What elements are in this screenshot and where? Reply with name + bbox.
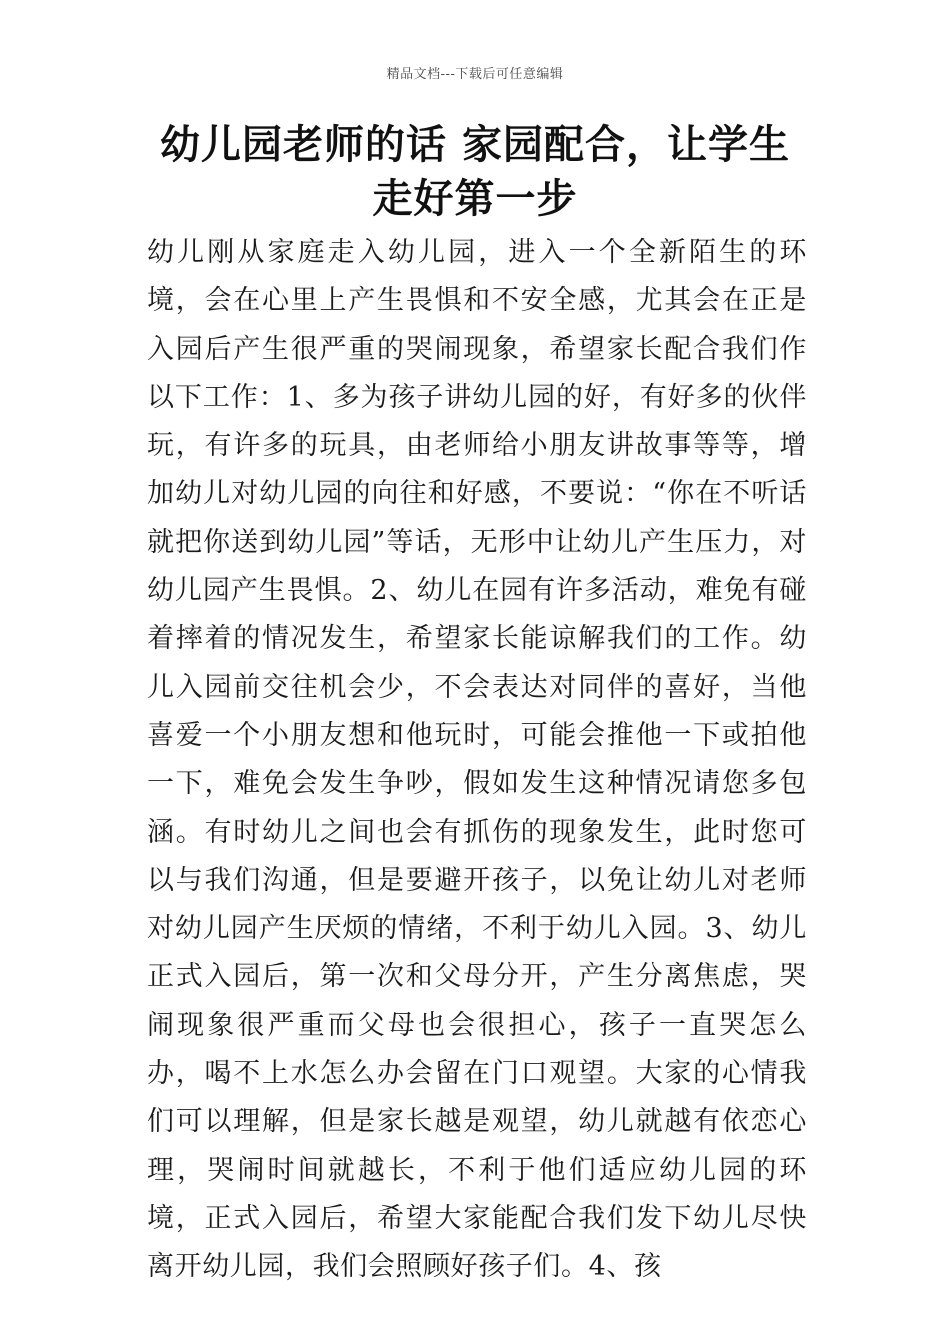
document-title: 幼儿园老师的话 家园配合，让学生走好第一步 <box>160 122 790 222</box>
body-paragraph: 幼儿刚从家庭走入幼儿园，进入一个全新陌生的环境，会在心里上产生畏惧和不安全感，尤其会在正是入园后产生很严重的哭闹现象，希望家长配合我们作以下工作：1、多为孩子讲幼儿园的好，有好多的伙伴玩，有许多的玩具，由老师给小朋友讲故事等等，增加幼儿对幼儿园的向往和好感，不要说：“你在不听话就把你送到幼儿园”等话，无形中让幼儿产生压力，对幼儿园产生畏惧。2、幼儿在园有许多活动，难免有碰着摔着的情况发生，希望家长能谅解我们的工作。幼儿入园前交往机会少，不会表达对同伴的喜好，当他喜爱一个小朋友想和他玩时，可能会推他一下或拍他一下，难免会发生争吵，假如发生这种情况请您多包涵。有时幼儿之间也会有抓伤的现象发生，此时您可以与我们沟通，但是要避开孩子，以免让幼儿对老师对幼儿园产生厌烦的情绪，不利于幼儿入园。3、幼儿正式入园后，第一次和父母分开，产生分离焦虑，哭闹现象很严重而父母也会很担心，孩子一直哭怎么办，喝不上水怎么办会留在门口观望。大家的心情我们可以理解，但是家长越是观望，幼儿就越有依恋心理，哭闹时间就越长，不利于他们适应幼儿园的环境，正式入园后，希望大家能配合我们发下幼儿尽快离开幼儿园，我们会照顾好孩子们。4、孩 <box>147 237 807 1283</box>
header-note: 精品文档---下载后可任意编辑 <box>386 67 564 82</box>
